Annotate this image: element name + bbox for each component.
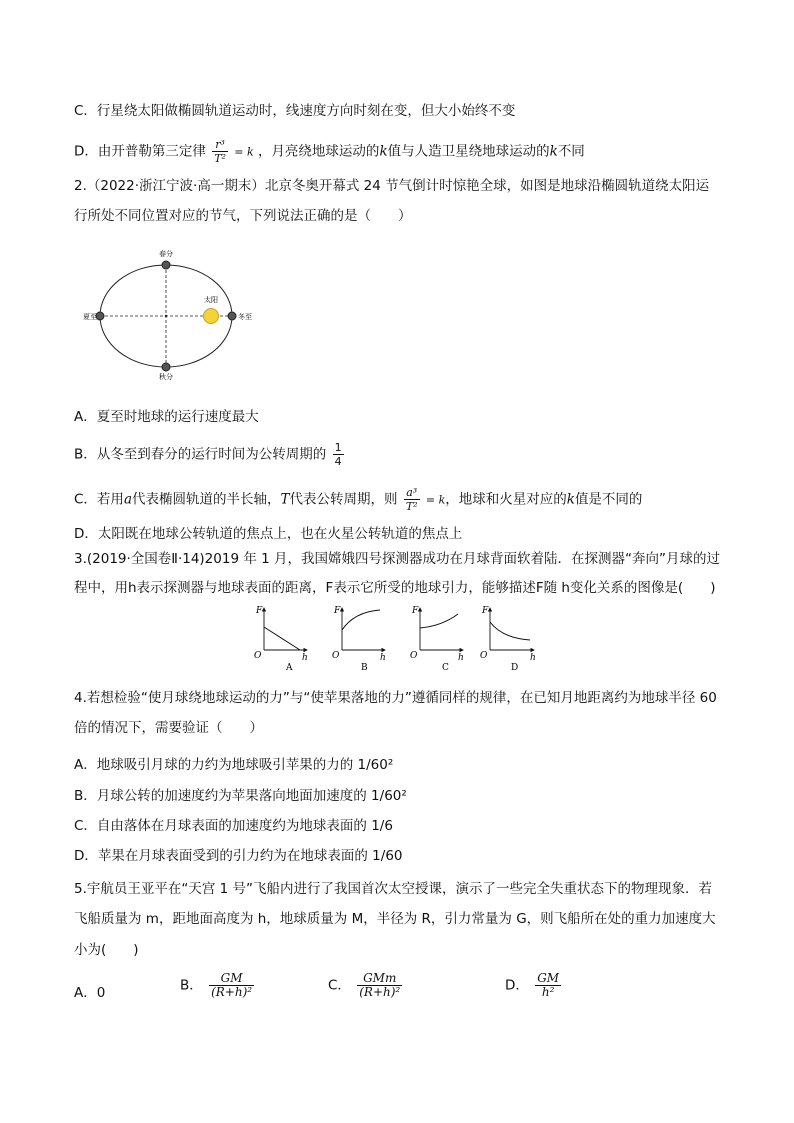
- q4-stem-line2: 倍的情况下，需要验证（ ）: [74, 720, 263, 736]
- q4-stem-line1: 4.若想检验“使月球绕地球运动的力”与“使苹果落地的力”遵循同样的规律，在已知月地距离约为地球半径 60: [74, 690, 717, 706]
- q5-option-a: A．0: [74, 985, 106, 1001]
- sun-icon: [204, 309, 219, 324]
- kepler-fraction: $\frac{\text{r³}}{\text{T²}}$: [214, 138, 226, 165]
- svg-text:F: F: [256, 606, 263, 616]
- svg-text:O: O: [254, 651, 262, 661]
- earth-spring: [162, 261, 170, 269]
- q5-stem-line1: 5.宇航员王亚平在“天宫 1 号”飞船内进行了我国首次太空授课，演示了一些完全失重状态下的物理现象．若: [74, 881, 713, 897]
- q2-stem-line1: 2.（2022·浙江宁波·高一期末）北京冬奥开幕式 24 节气倒计时惊艳全球，如图是地球沿椭圆轨道绕太阳运: [74, 178, 710, 194]
- graph-label-d: D: [511, 663, 519, 673]
- svg-text:O: O: [410, 651, 418, 661]
- earth-autumn: [162, 363, 170, 371]
- q1-option-c: C．行星绕太阳做椭圆轨道运动时，线速度方向时刻在变，但大小始终不变: [74, 103, 516, 119]
- label-autumn: 秋分: [159, 373, 173, 381]
- q2-stem-line2: 行所处不同位置对应的节气，下列说法正确的是（ ）: [74, 208, 412, 224]
- q2-option-c: C．若用a代表椭圆轨道的半长轴，T代表公转周期，则 $\frac{\text{a³}}{\text{T²}}$ = k，地球和火星对应的k值是不同的: [74, 486, 643, 513]
- q5-stem-line3: 小为( ): [74, 942, 139, 958]
- q2-option-b: B．从冬至到春分的运行时间为公转周期的 $\frac{1}{4}$: [74, 441, 342, 468]
- svg-text:h: h: [302, 653, 308, 663]
- svg-text:h: h: [458, 653, 464, 663]
- svg-text:h: h: [380, 653, 386, 663]
- q5-option-b: B． $\frac{GM}{\text{(R+h)²}}$: [180, 971, 253, 999]
- svg-text:F: F: [334, 606, 341, 616]
- curve-b: [342, 610, 380, 630]
- q3-stem-line1: 3.(2019·全国卷Ⅱ·14)2019 年 1 月，我国嫦娥四号探测器成功在月球背面软着陆．在探测器“奔向”月球的过: [74, 551, 720, 567]
- curve-d: [490, 622, 530, 640]
- orbit-diagram: [78, 244, 268, 381]
- earth-winter: [228, 312, 236, 320]
- graph-label-a: A: [286, 663, 293, 673]
- label-summer: 夏至: [83, 313, 97, 321]
- q4-option-a: A．地球吸引月球的力约为地球吸引苹果的力的 1/60²: [74, 757, 394, 773]
- label-spring: 春分: [159, 250, 173, 258]
- q2-option-d: D．太阳既在地球公转轨道的焦点上，也在火星公转轨道的焦点上: [74, 526, 463, 542]
- label-sun: 太阳: [204, 296, 218, 304]
- graph-options: [252, 602, 552, 674]
- earth-summer: [96, 312, 104, 320]
- q4-option-c: C．自由落体在月球表面的加速度约为地球表面的 1/6: [74, 818, 393, 834]
- q3-stem-line2: 程中，用h表示探测器与地球表面的距离，F表示它所受的地球引力，能够描述F随 h变化关系的图像是( ): [74, 580, 716, 596]
- svg-text:F: F: [412, 606, 419, 616]
- center-point: [165, 315, 167, 317]
- q1-option-d: D．由开普勒第三定律 $\frac{\text{r³}}{\text{T²}}$ = k ，月亮绕地球运动的k值与人造卫星绕地球运动的k不同: [74, 138, 585, 165]
- q5-option-d: D． $\frac{GM}{\text{h²}}$: [505, 971, 560, 999]
- curve-c: [420, 614, 458, 628]
- graph-c: [410, 606, 464, 673]
- q5-stem-line2: 飞船质量为 m，距地面高度为 h，地球质量为 M，半径为 R，引力常量为 G，则飞船所在处的重力加速度大: [74, 911, 716, 927]
- graph-a: [254, 606, 308, 673]
- graph-b: [332, 606, 386, 673]
- q5-option-c: C． $\frac{\text{GMm}}{\text{(R+h)²}}$: [328, 971, 401, 999]
- q2-option-a: A．夏至时地球的运行速度最大: [74, 409, 259, 425]
- curve-a: [264, 627, 300, 650]
- label-winter: 冬至: [238, 313, 252, 321]
- graph-label-c: C: [442, 663, 449, 673]
- graph-d: [480, 606, 536, 673]
- graph-label-b: B: [361, 663, 368, 673]
- svg-text:h: h: [530, 653, 536, 663]
- q4-option-d: D．苹果在月球表面受到的引力约为在地球表面的 1/60: [74, 848, 403, 864]
- svg-text:O: O: [332, 651, 340, 661]
- svg-text:O: O: [480, 651, 488, 661]
- q4-option-b: B．月球公转的加速度约为苹果落向地面加速度的 1/60²: [74, 788, 407, 804]
- svg-text:F: F: [482, 606, 489, 616]
